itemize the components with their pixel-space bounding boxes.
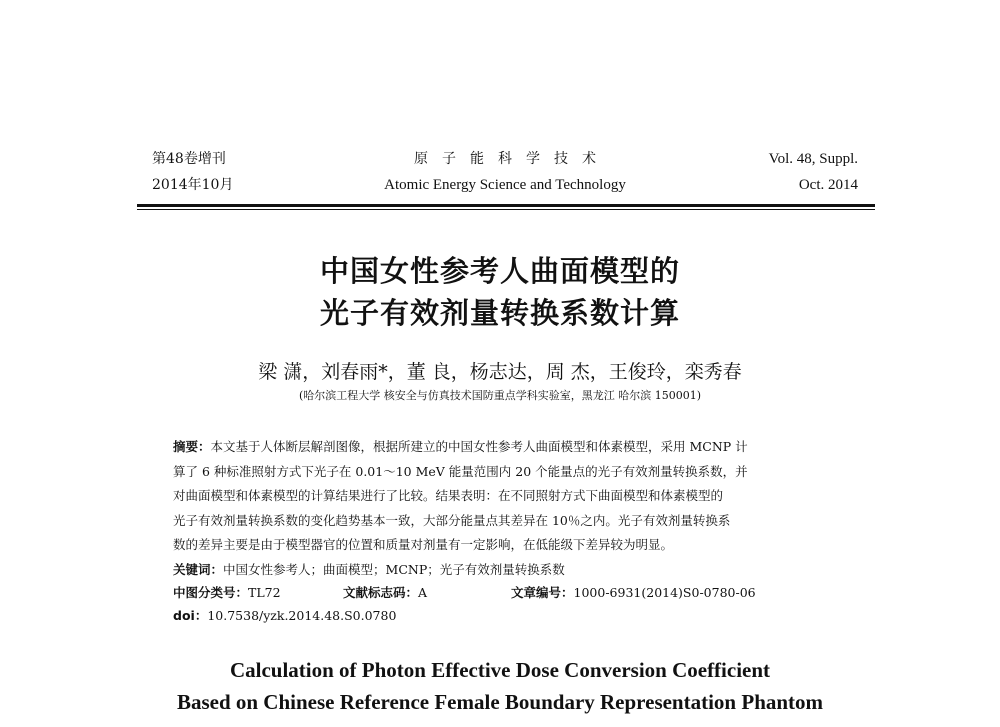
running-header-row-1 [152,149,858,169]
keywords-text: 中国女性参考人；曲面模型；MCNP；光子有效剂量转换系数 [223,561,565,577]
paper-title-cn [0,250,1000,334]
abstract-text: 本文基于人体断层解剖图像，根据所建立的中国女性参考人曲面模型和体素模型，采用 MCNP 计 [210,439,748,454]
abstract-label: 摘要： [173,439,211,454]
abstract-line [173,484,843,509]
date-en: Oct. 2014 [798,177,858,193]
document-code [343,583,427,603]
abstract-line [173,435,843,460]
keywords-label: 关键词： [173,561,224,577]
paper-title-cn-line-2: 光子有效剂量转换系数计算 [319,296,680,330]
doi-value: 10.7538/yzk.2014.48.S0.0780 [207,608,397,623]
journal-name-en: Atomic Energy Science and Technology [384,177,626,193]
abstract-text: 对曲面模型和体素模型的计算结果进行了比较。结果表明：在不同照射方式下曲面模型和体素模型的 [173,488,724,503]
abstract-text: 光子有效剂量转换系数的变化趋势基本一致，大部分能量点其差异在 10％之内。光子有效剂量转换系 [173,512,731,528]
keywords-line [173,558,843,583]
article-number [511,583,756,603]
author-list: 梁 潇，刘春雨*，董 良，杨志达，周 杰，王俊玲，栾秀春 [258,361,742,383]
paper-title-en-line-2: Based on Chinese Reference Female Boundary Representation Phantom [176,690,824,714]
volume-en: Vol. 48, Suppl. [768,151,858,167]
header-rule-thick [137,204,875,207]
abstract-line [173,460,843,485]
clc-value: TL72 [248,585,281,600]
doi-label: doi： [173,608,208,623]
clc-number [173,583,281,603]
abstract [173,435,843,582]
header-rule-thin [137,209,875,210]
abstract-text: 数的差异主要是由于模型器官的位置和质量对剂量有一定影响，在低能级下差异较为明显。 [173,537,674,552]
doi [173,606,396,626]
clc-label: 中图分类号： [173,585,249,600]
classification-row [173,583,853,603]
paper-title-en [0,654,1000,718]
document-code-label: 文献标志码： [343,585,419,600]
abstract-text: 算了 6 种标准照射方式下光子在 0.01～10 MeV 能量范围内 20 个能量点的光子有效剂量转换系数，并 [173,463,748,479]
document-code-value: A [418,585,428,600]
abstract-line [173,509,843,534]
paper-title-cn-line-1: 中国女性参考人曲面模型的 [319,254,680,288]
paper-title-en-line-1: Calculation of Photon Effective Dose Conversion Coefficient [229,658,771,682]
volume-cn: 第48卷增刊 [152,151,226,167]
date-cn: 2014年10月 [152,177,234,193]
article-number-value: 1000-6931(2014)S0-0780-06 [573,585,756,600]
running-header-row-2 [152,175,858,195]
affiliation: (哈尔滨工程大学 核安全与仿真技术国防重点学科实验室，黑龙江 哈尔滨 150001) [298,389,702,402]
journal-name-cn: 原子能科学技术 [414,151,610,167]
article-number-label: 文章编号： [511,585,574,600]
abstract-line [173,533,843,558]
